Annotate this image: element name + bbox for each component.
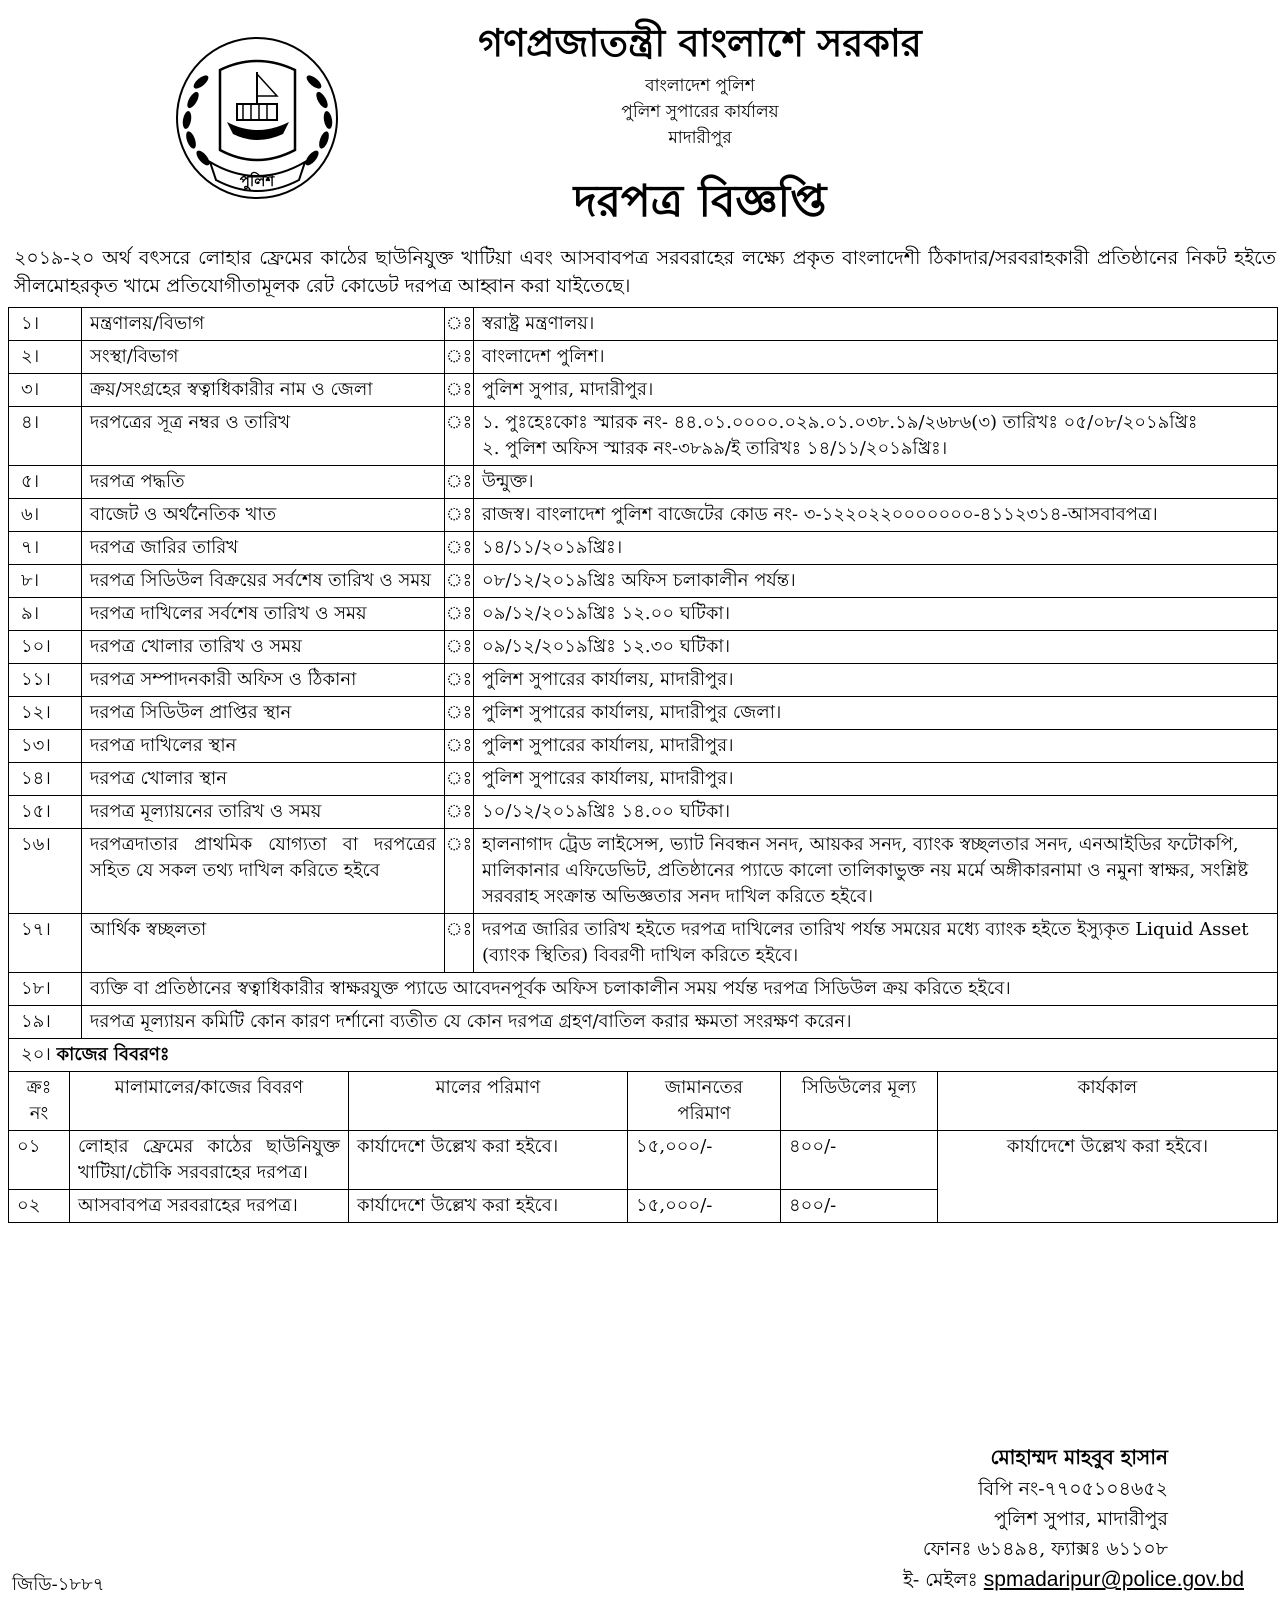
row-number: ১৬। (9, 829, 82, 914)
row-number: ১৭। (9, 914, 82, 973)
row-colon: ঃ (445, 407, 474, 466)
work-period: কার্যাদেশে উল্লেখ করা হইবে। (938, 1131, 1278, 1223)
tender-info-table (8, 307, 1278, 1072)
row-colon: ঃ (445, 565, 474, 598)
row-value-text: রাজস্ব। বাংলাদেশ পুলিশ বাজেটের কোড নং- ৩-১২২০২২০০০০০০০-৪১১২৩১৪-আসবাবপত্র। (482, 504, 1158, 525)
row-colon: ঃ (445, 914, 474, 973)
info-row (9, 796, 1278, 829)
row-value-text: পুলিশ সুপারের কার্যালয়, মাদারীপুর। (482, 768, 734, 789)
row-value-text: দরপত্র জারির তারিখ হইতে দরপত্র দাখিলের তারিখ পর্যন্ত সময়ের মধ্যে ব্যাংক হইতে ইস্যুকৃত Liquid Asset (ব্যাংক স্থিতির) বিবরণী দাখিল করিতে হইবে। (482, 919, 1249, 966)
row-value-text: বাংলাদেশ পুলিশ। (482, 346, 605, 367)
row-value (474, 374, 1278, 407)
row-label: দরপত্রদাতার প্রাথমিক যোগ্যতা বা দরপত্রের সহিত যে সকল তথ্য দাখিল করিতে হইবে (82, 829, 445, 914)
row-label: ক্রয়/সংগ্রহের স্বত্বাধিকারীর নাম ও জেলা (82, 374, 445, 407)
row-number: ৭। (9, 532, 82, 565)
work-quantity: কার্যাদেশে উল্লেখ করা হইবে। (349, 1131, 628, 1190)
row-number: ১৮। (9, 973, 82, 1006)
row-label: আর্থিক স্বচ্ছলতা (82, 914, 445, 973)
header-description: মালামালের/কাজের বিবরণ (70, 1072, 349, 1131)
row-colon: ঃ (445, 664, 474, 697)
work-table-header (9, 1072, 1278, 1131)
signatory-bp-number: বিপি নং-৭৭০৫১০৪৬৫২ (978, 1478, 1168, 1500)
row-text: দরপত্র মূল্যায়ন কমিটি কোন কারণ দর্শানো ব্যতীত যে কোন দরপত্র গ্রহণ/বাতিল করার ক্ষমতা সংরক্ষণ করেন। (82, 1006, 1278, 1039)
work-security: ১৫,০০০/- (628, 1190, 781, 1223)
work-serial: ০২ (9, 1190, 70, 1223)
email-label: ই- মেইলঃ (902, 1569, 978, 1591)
row-value (474, 466, 1278, 499)
row-colon: ঃ (445, 796, 474, 829)
work-row (9, 1131, 1278, 1190)
work-schedule-price: ৪০০/- (781, 1190, 938, 1223)
info-row (9, 664, 1278, 697)
row-value-text: পুলিশ সুপারের কার্যালয়, মাদারীপুর। (482, 735, 734, 756)
header-quantity: মালের পরিমাণ (349, 1072, 628, 1131)
row-label: দরপত্রের সূত্র নম্বর ও তারিখ (82, 407, 445, 466)
row-colon: ঃ (445, 829, 474, 914)
row-value (474, 796, 1278, 829)
row-number: ৬। (9, 499, 82, 532)
row-colon: ঃ (445, 598, 474, 631)
row-value-text: উন্মুক্ত। (482, 471, 534, 492)
info-row (9, 308, 1278, 341)
row-value (474, 341, 1278, 374)
row-label: দরপত্র সিডিউল প্রাপ্তির স্থান (82, 697, 445, 730)
signatory-email-line (903, 1566, 1244, 1598)
police-emblem-icon (165, 30, 350, 205)
row-colon: ঃ (445, 499, 474, 532)
notice-title: দরপত্র বিজ্ঞপ্তি (573, 176, 827, 227)
row-number: ৪। (9, 407, 82, 466)
info-row (9, 914, 1278, 973)
row-value-text: ১. পুঃহেঃকোঃ স্মারক নং- ৪৪.০১.০০০০.০২৯.০১.০৩৮.১৯/২৬৮৬(৩) তারিখঃ ০৫/০৮/২০১৯খ্রিঃ (482, 412, 1198, 433)
row-colon: ঃ (445, 532, 474, 565)
row-value-text: পুলিশ সুপারের কার্যালয়, মাদারীপুর জেলা। (482, 702, 782, 723)
row-value (474, 631, 1278, 664)
row-text: ব্যক্তি বা প্রতিষ্ঠানের স্বত্বাধিকারীর স্বাক্ষরযুক্ত প্যাডে আবেদনপূর্বক অফিস চলাকালীন সময় পর্যন্ত দরপত্র সিডিউল ক্রয় করিতে হইবে। (82, 973, 1278, 1006)
header-schedule-price: সিডিউলের মূল্য (781, 1072, 938, 1131)
row-label: বাজেট ও অর্থনৈতিক খাত (82, 499, 445, 532)
info-row (9, 631, 1278, 664)
email-link[interactable]: spmadaripur@police.gov.bd (983, 1568, 1244, 1591)
signatory-designation: পুলিশ সুপার, মাদারীপুর (993, 1508, 1168, 1530)
row-value (474, 532, 1278, 565)
row-label: দরপত্র জারির তারিখ (82, 532, 445, 565)
row-value-text: ১০/১২/২০১৯খ্রিঃ ১৪.০০ ঘটিকা। (482, 801, 731, 822)
row-number: ১৪। (9, 763, 82, 796)
row-value-text: ০৯/১২/২০১৯খ্রিঃ ১২.০০ ঘটিকা। (482, 603, 731, 624)
info-row (9, 598, 1278, 631)
row-label: দরপত্র সম্পাদনকারী অফিস ও ঠিকানা (82, 664, 445, 697)
work-quantity: কার্যাদেশে উল্লেখ করা হইবে। (349, 1190, 628, 1223)
row-colon: ঃ (445, 730, 474, 763)
work-serial: ০১ (9, 1131, 70, 1190)
work-section-title: কাজের বিবরণঃ (56, 1044, 170, 1065)
info-row (9, 341, 1278, 374)
row-label: দরপত্র সিডিউল বিক্রয়ের সর্বশেষ তারিখ ও সময় (82, 565, 445, 598)
row-value-text: পুলিশ সুপারের কার্যালয়, মাদারীপুর। (482, 669, 734, 690)
row-value (474, 308, 1278, 341)
row-value (474, 565, 1278, 598)
info-row (9, 532, 1278, 565)
row-colon: ঃ (445, 763, 474, 796)
row-number: ২০। (21, 1044, 51, 1065)
row-number: ৯। (9, 598, 82, 631)
row-value-text: ০৯/১২/২০১৯খ্রিঃ ১২.৩০ ঘটিকা। (482, 636, 731, 657)
row-number: ১৩। (9, 730, 82, 763)
row-colon: ঃ (445, 308, 474, 341)
work-description: আসবাবপত্র সরবরাহের দরপত্র। (70, 1190, 349, 1223)
info-row-19 (9, 1006, 1278, 1039)
signatory-name: মোহাম্মদ মাহবুব হাসান (990, 1445, 1168, 1469)
info-row-18 (9, 973, 1278, 1006)
work-description: লোহার ফ্রেমের কাঠের ছাউনিযুক্ত খাটিয়া/চৌকি সরবরাহের দরপত্র। (70, 1131, 349, 1190)
row-value (474, 499, 1278, 532)
row-colon: ঃ (445, 631, 474, 664)
info-row (9, 374, 1278, 407)
row-label: দরপত্র মূল্যায়নের তারিখ ও সময় (82, 796, 445, 829)
row-number: ৫। (9, 466, 82, 499)
row-value (474, 829, 1278, 914)
district-name: মাদারীপুর (668, 128, 732, 148)
row-label: দরপত্র দাখিলের স্থান (82, 730, 445, 763)
row-colon: ঃ (445, 697, 474, 730)
row-label: মন্ত্রণালয়/বিভাগ (82, 308, 445, 341)
row-label: দরপত্র খোলার তারিখ ও সময় (82, 631, 445, 664)
row-label: সংস্থা/বিভাগ (82, 341, 445, 374)
row-value-text: হালনাগাদ ট্রেড লাইসেন্স, ভ্যাট নিবন্ধন সনদ, আয়কর সনদ, ব্যাংক স্বচ্ছলতার সনদ, এনআইডির ফটোকপি, মালিকানার এফিডেভিট, প্রতিষ্ঠানের প্যাডে কালো তালিকাভুক্ত নয় মর্মে অঙ্গীকারনামা ও নমুনা স্বাক্ষর, সংশ্লিষ্ট সরবরাহ সংক্রান্ত অভিজ্ঞতার সনদ দাখিল করিতে হইবে। (482, 834, 1249, 907)
row-colon: ঃ (445, 466, 474, 499)
work-schedule-price: ৪০০/- (781, 1131, 938, 1190)
info-row-20 (9, 1039, 1278, 1072)
row-value (474, 697, 1278, 730)
row-number: ১৫। (9, 796, 82, 829)
row-value-text: পুলিশ সুপার, মাদারীপুর। (482, 379, 654, 400)
work-description-table (8, 1071, 1278, 1223)
row-value-text: ১৪/১১/২০১৯খ্রিঃ। (482, 537, 623, 558)
emblem-banner-text: পুলিশ (239, 172, 275, 190)
info-row (9, 565, 1278, 598)
row-value (474, 914, 1278, 973)
row-colon: ঃ (445, 374, 474, 407)
row-value (474, 730, 1278, 763)
row-value-text: ০৮/১২/২০১৯খ্রিঃ অফিস চলাকালীন পর্যন্ত। (482, 570, 796, 591)
info-row (9, 829, 1278, 914)
row-colon: ঃ (445, 341, 474, 374)
row-value-text-2: ২. পুলিশ অফিস স্মারক নং-৩৮৯৯/ই তারিখঃ ১৪/১১/২০১৯খ্রিঃ। (482, 438, 948, 459)
header-security: জামানতের পরিমাণ (628, 1072, 781, 1131)
row-value-text: স্বরাষ্ট্র মন্ত্রণালয়। (482, 313, 595, 334)
row-number: ১৯। (9, 1006, 82, 1039)
info-row (9, 407, 1278, 466)
row-number: ১১। (9, 664, 82, 697)
signatory-phone: ফোনঃ ৬১৪৯৪, ফ্যাক্সঃ ৬১১০৮ (922, 1538, 1168, 1560)
row-label: দরপত্র দাখিলের সর্বশেষ তারিখ ও সময় (82, 598, 445, 631)
row-number: ১। (9, 308, 82, 341)
row-number: ১০। (9, 631, 82, 664)
row-number: ৩। (9, 374, 82, 407)
row-label: দরপত্র পদ্ধতি (82, 466, 445, 499)
info-row (9, 763, 1278, 796)
work-security: ১৫,০০০/- (628, 1131, 781, 1190)
info-row (9, 697, 1278, 730)
gd-number: জিডি-১৮৮৭ (12, 1574, 105, 1595)
row-value (474, 763, 1278, 796)
header-period: কার্যকাল (938, 1072, 1278, 1131)
row-20-cell (9, 1039, 1278, 1072)
info-row (9, 466, 1278, 499)
info-row (9, 730, 1278, 763)
row-number: ৮। (9, 565, 82, 598)
row-value (474, 407, 1278, 466)
government-title: গণপ্রজাতন্ত্রী বাংলাশে সরকার (478, 20, 922, 65)
row-value (474, 664, 1278, 697)
row-label: দরপত্র খোলার স্থান (82, 763, 445, 796)
header-serial: ক্রঃ নং (9, 1072, 70, 1131)
office-name: পুলিশ সুপারের কার্যালয় (621, 102, 779, 122)
row-number: ১২। (9, 697, 82, 730)
row-number: ২। (9, 341, 82, 374)
row-value (474, 598, 1278, 631)
department-name: বাংলাদেশ পুলিশ (645, 76, 755, 96)
info-row (9, 499, 1278, 532)
intro-paragraph: ২০১৯-২০ অর্থ বৎসরে লোহার ফ্রেমের কাঠের ছাউনিযুক্ত খাটিয়া এবং আসবাবপত্র সরবরাহের লক্ষ্যে প্রকৃত বাংলাদেশী ঠিকাদার/সরবরাহকারী প্রতিষ্ঠানের নিকট হইতে সীলমোহরকৃত খামে প্রতিযোগীতামূলক রেট কোডেট দরপত্র আহ্বান করা যাইতেছে। (14, 247, 1276, 297)
